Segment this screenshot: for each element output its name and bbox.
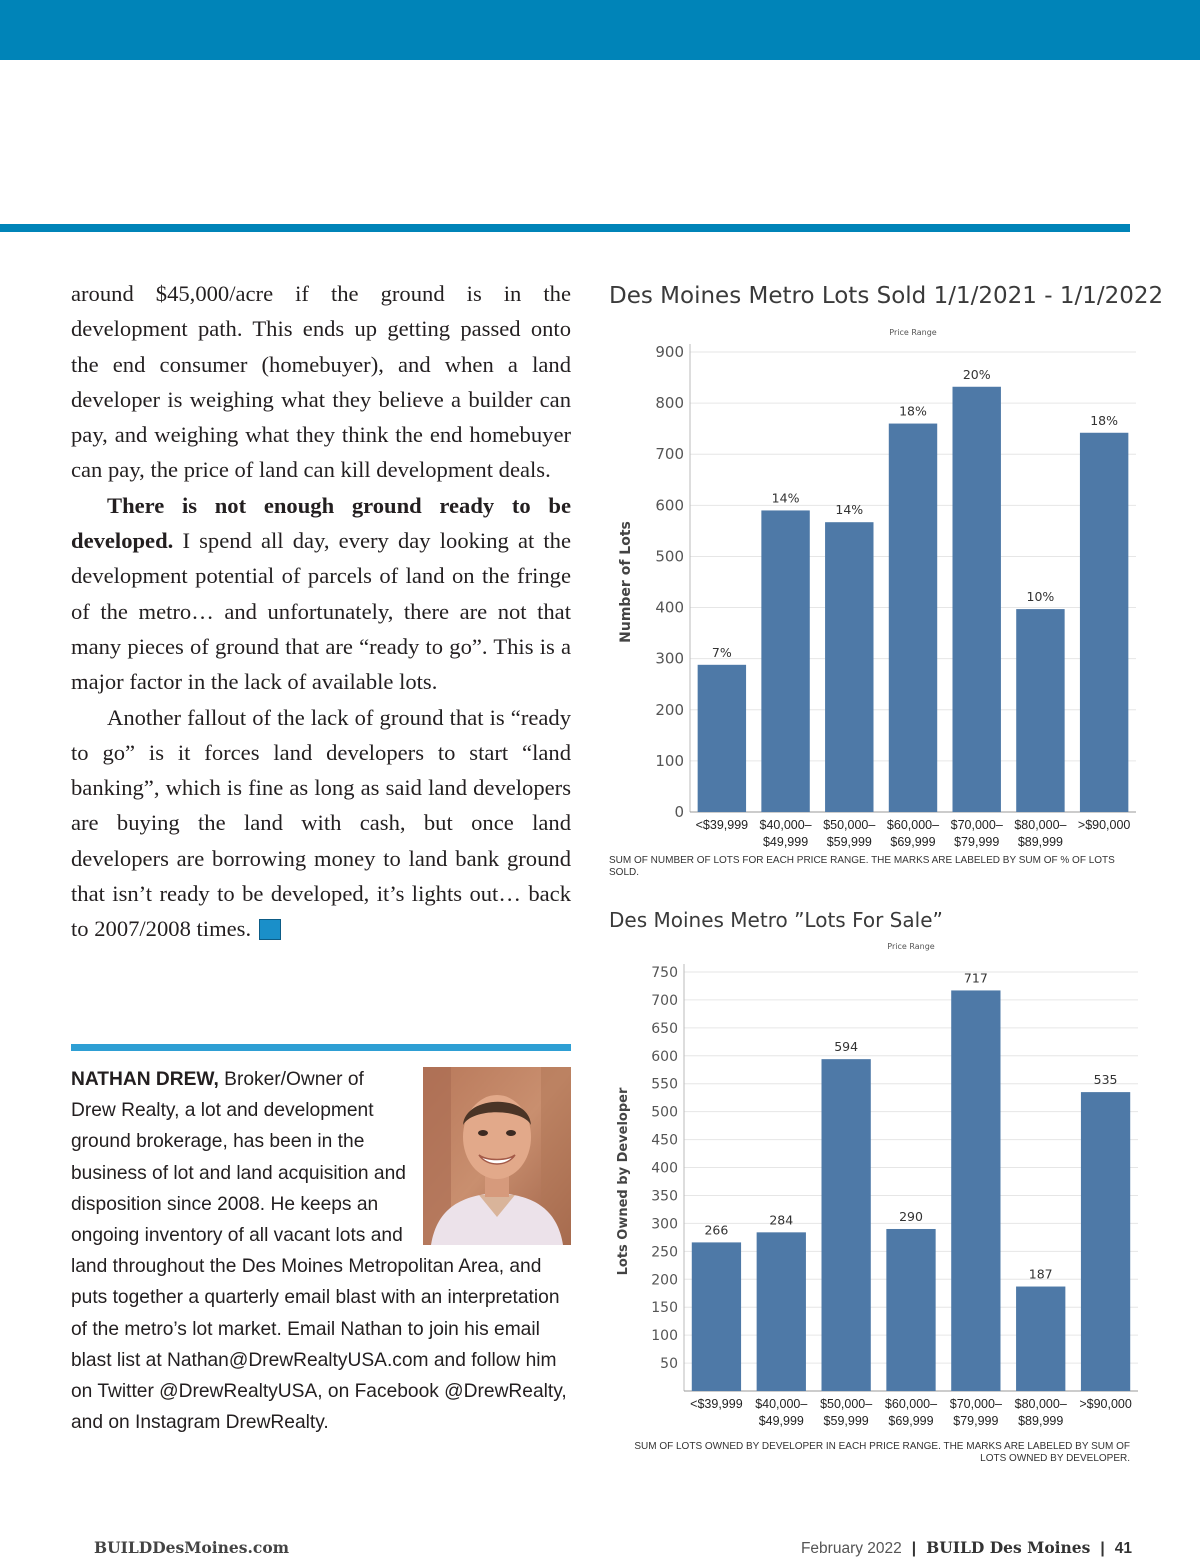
chart-2-x-tick-label: $59,999 <box>823 1414 869 1428</box>
chart-1-x-tick-label: $89,999 <box>1017 835 1064 849</box>
chart-1-x-tick-label: $80,000– <box>1014 818 1067 832</box>
chart-1-data-label: 14% <box>835 502 864 518</box>
chart-2-y-tick-label: 400 <box>651 1160 678 1177</box>
chart-2-y-tick-label: 150 <box>651 1300 678 1317</box>
chart-2-x-tick-label: >$90,000 <box>1079 1397 1132 1411</box>
chart-1-subtitle: Price Range <box>889 328 937 337</box>
section-rule <box>0 224 1130 232</box>
chart-2-data-label: 266 <box>704 1222 729 1238</box>
header-band <box>0 0 1200 60</box>
chart-2-x-tick-label: $40,000– <box>755 1397 808 1411</box>
chart-2-x-tick-label: $50,000– <box>820 1397 873 1411</box>
author-photo <box>423 1067 571 1245</box>
chart-1-y-tick-label: 700 <box>655 445 684 464</box>
chart-2-data-label: 594 <box>834 1039 859 1055</box>
chart-2-bar <box>821 1059 870 1391</box>
chart-2-x-tick-label: <$39,999 <box>690 1397 743 1411</box>
chart-1-bar <box>825 522 873 812</box>
paragraph-2 <box>71 488 571 700</box>
chart-1-bar <box>698 665 746 812</box>
chart-2-bar <box>886 1229 935 1391</box>
chart-2-y-tick-label: 450 <box>651 1132 678 1149</box>
chart-2-x-tick-label: $49,999 <box>758 1414 804 1428</box>
chart-2-x-tick-label: $69,999 <box>888 1414 934 1428</box>
chart-2-y-tick-label: 550 <box>651 1076 678 1093</box>
chart-1-data-label: 7% <box>711 644 732 660</box>
footer-magazine: BUILD Des Moines <box>926 1538 1091 1557</box>
chart-2-y-tick-label: 650 <box>651 1020 678 1037</box>
footer-divider-2: | <box>1100 1540 1105 1557</box>
paragraph-2-lead: There is not enough ground ready to be developed. <box>71 492 571 554</box>
chart-1-x-tick-label: $59,999 <box>826 835 872 849</box>
chart-1-y-tick-label: 300 <box>655 649 684 668</box>
chart-1-x-tick-label: $79,999 <box>954 835 1000 849</box>
chart-2-x-tick-label: $79,999 <box>953 1414 999 1428</box>
chart-1-x-tick-label: $50,000– <box>823 818 876 832</box>
chart-1-y-tick-label: 900 <box>655 343 684 361</box>
chart-2-x-tick-label: $89,999 <box>1018 1414 1064 1428</box>
page-number: 41 <box>1114 1540 1132 1557</box>
chart-2-data-label: 535 <box>1093 1072 1118 1088</box>
chart-1-bar <box>761 510 809 812</box>
chart-1-data-label: 20% <box>962 366 991 382</box>
chart-1 <box>600 320 1160 880</box>
footer-website: BUILDDesMoines.com <box>94 1538 290 1557</box>
chart-1-y-tick-label: 800 <box>655 394 684 413</box>
chart-2-bar <box>951 990 1000 1391</box>
chart-2-y-tick-label: 50 <box>660 1356 678 1373</box>
chart-1-y-tick-label: 0 <box>674 803 684 821</box>
chart-1-bar <box>889 424 937 812</box>
chart-1-y-tick-label: 200 <box>655 700 684 719</box>
chart-1-data-label: 18% <box>899 403 927 419</box>
chart-2-x-tick-label: $80,000– <box>1014 1397 1067 1411</box>
chart-1-y-axis-label: Number of Lots <box>618 521 634 643</box>
footer-publication <box>801 1538 1132 1558</box>
chart-1-title: Des Moines Metro Lots Sold 1/1/2021 - 1/1/2022 <box>609 283 1164 309</box>
chart-2-subtitle: Price Range <box>887 942 935 951</box>
end-mark-icon: B <box>259 919 281 940</box>
chart-1-y-tick-label: 100 <box>655 751 684 770</box>
chart-1-bar <box>1080 433 1128 812</box>
paragraph-3 <box>71 700 571 947</box>
chart-2-y-tick-label: 200 <box>651 1272 678 1289</box>
chart-2-x-tick-label: $70,000– <box>949 1397 1002 1411</box>
author-name: NATHAN DREW, <box>71 1069 219 1090</box>
author-bio <box>71 1064 571 1438</box>
chart-1-bar <box>953 387 1001 812</box>
chart-1-y-tick-label: 600 <box>655 496 684 515</box>
chart-2-y-tick-label: 250 <box>651 1244 678 1261</box>
chart-1-data-label: 18% <box>1090 412 1119 428</box>
chart-2-bar <box>757 1232 806 1391</box>
chart-2-data-label: 290 <box>899 1208 923 1224</box>
chart-2-y-tick-label: 500 <box>651 1104 678 1121</box>
chart-2-y-tick-label: 750 <box>651 965 678 981</box>
chart-1-x-tick-label: $40,000– <box>759 818 812 832</box>
chart-2-y-tick-label: 700 <box>651 992 678 1009</box>
chart-2-x-tick-label: $60,000– <box>884 1397 938 1411</box>
chart-1-y-tick-label: 400 <box>655 598 684 617</box>
chart-2-y-tick-label: 600 <box>651 1048 678 1065</box>
chart-1-data-label: 14% <box>771 490 800 506</box>
chart-1-x-tick-label: $70,000– <box>950 818 1003 832</box>
chart-2-bar <box>1081 1092 1130 1391</box>
chart-2-data-label: 284 <box>769 1212 794 1228</box>
chart-2-footnote: SUM OF LOTS OWNED BY DEVELOPER IN EACH PRICE RANGE. THE MARKS ARE LABELED BY SUM OF LOTS OWNED BY DEVELOPER. <box>634 1441 1130 1464</box>
chart-1-x-tick-label: $69,999 <box>890 835 936 849</box>
chart-1-x-tick-label: <$39,999 <box>695 818 749 832</box>
chart-1-bar <box>1016 609 1064 812</box>
chart-2-bar <box>692 1242 741 1391</box>
chart-2-data-label: 717 <box>963 970 988 986</box>
chart-1-x-tick-label: $60,000– <box>886 818 940 832</box>
chart-2-data-label: 187 <box>1028 1266 1053 1282</box>
chart-2-y-axis-label: Lots Owned by Developer <box>616 1087 631 1276</box>
author-description: Broker/Owner of Drew Realty, a lot and development ground brokerage, has been in the business of lot and land acquisition and disposition since 2008. He keeps an ongoing inventory of all vacant lots and land throughout the Des Moines Metropolitan Area, and puts together a quarterly email blast with an interpretation of the metro’s lot market. Email Nathan to join his email blast list at Nathan@DrewRealtyUSA.com and follow him on Twitter @DrewRealtyUSA, on Facebook @DrewRealty, and on Instagram DrewRealty. <box>71 1069 567 1434</box>
chart-1-x-tick-label: >$90,000 <box>1077 818 1131 832</box>
chart-2-bar <box>1016 1287 1065 1391</box>
paragraph-3-text: Another fallout of the lack of ground that is “ready to go” is it forces land developers to start “land banking”, which is fine as long as said land developers are buying the land with cash, but once land developers are borrowing money to land bank ground that isn’t ready to be developed, it’s lights out… back to 2007/2008 times. <box>71 704 571 942</box>
footer-divider: | <box>911 1540 917 1557</box>
chart-2-y-tick-label: 350 <box>651 1188 678 1205</box>
paragraph-2-text: I spend all day, every day looking at the development potential of parcels of land on the fringe of the metro… and unfortunately, there are not that many pieces of ground that are “ready to go”. This is a major factor in the lack of available lots. <box>71 528 571 695</box>
chart-2-title: Des Moines Metro ”Lots For Sale” <box>609 908 943 932</box>
chart-1-y-tick-label: 500 <box>655 547 684 566</box>
chart-1-data-label: 10% <box>1026 589 1055 605</box>
article-body <box>71 276 571 947</box>
bio-divider <box>71 1044 571 1051</box>
footer-date: February 2022 <box>800 1540 902 1557</box>
chart-2 <box>600 935 1160 1475</box>
chart-2-y-tick-label: 100 <box>651 1328 678 1345</box>
chart-1-x-tick-label: $49,999 <box>762 835 809 849</box>
chart-1-footnote: SUM OF NUMBER OF LOTS FOR EACH PRICE RANGE. THE MARKS ARE LABELED BY SUM OF % OF LOTS SOLD. <box>609 855 1115 878</box>
chart-2-y-tick-label: 300 <box>651 1216 678 1233</box>
paragraph-1: around $45,000/acre if the ground is in the development path. This ends up getting passed onto the end consumer (homebuyer), and when a land developer is weighing what they believe a builder can pay, and weighing what they think the end homebuyer can pay, the price of land can kill development deals. <box>71 281 571 483</box>
